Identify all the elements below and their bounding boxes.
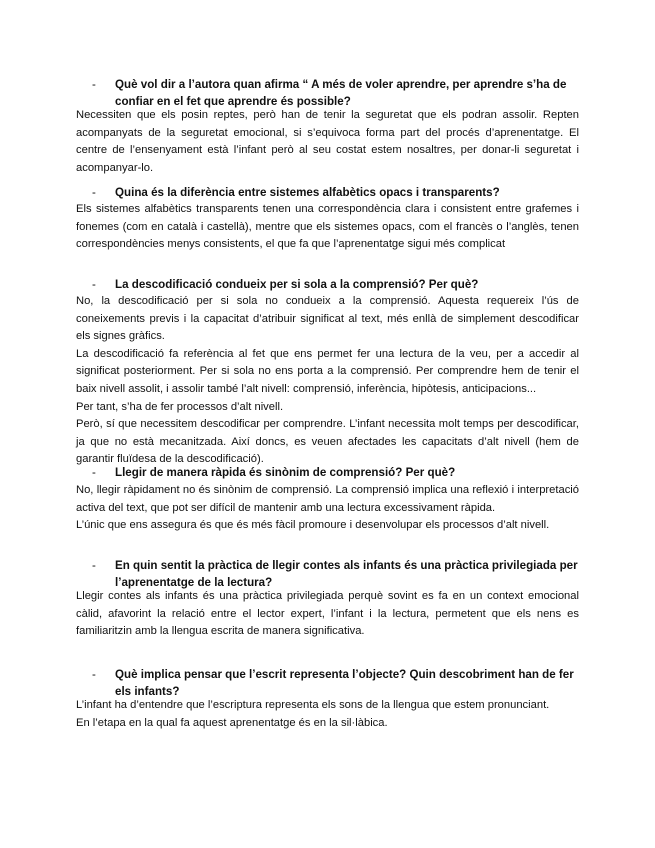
answer-paragraph: En l’etapa en la qual fa aquest aprenentatge és en la sil·làbica. xyxy=(76,716,388,729)
answer-block xyxy=(76,293,579,469)
question-heading xyxy=(76,276,579,293)
question-heading xyxy=(76,557,579,592)
answer-paragraph: Llegir contes als infants és una pràctica privilegiada perquè sovint es fa en un context emocional càlid, afavorint la relació entre el lector expert, l’infant i la lectura, permetent que els nens es familiaritzin amb la llengua escrita de manera significativa. xyxy=(76,590,579,638)
answer-block xyxy=(76,107,579,177)
question-text: Què implica pensar que l’escrit representa l’objecte? Quin descobriment han de fer els infants? xyxy=(115,668,574,699)
question-heading xyxy=(76,666,579,701)
answer-paragraph: L’únic que ens assegura és que és més fàcil promoure i desenvolupar els processos d’alt nivell. xyxy=(76,519,550,532)
answer-paragraph: Els sistemes alfabètics transparents tenen una correspondència clara i consistent entre grafemes i fonemes (com en català i castellà), mentre que els sistemes opacs, com el francès o l’anglès, tenen correspondències menys consistents, el que fa que l’aprenentatge sigui més complicat xyxy=(76,203,579,251)
question-text: En quin sentit la pràctica de llegir contes als infants és una pràctica privilegiada per l’aprenentatge de la lectura? xyxy=(115,559,578,590)
bullet-dash: - xyxy=(92,466,96,479)
answer-block xyxy=(76,697,579,732)
answer-paragraph: Però, sí que necessitem descodificar per comprendre. L’infant necessita molt temps per descodificar, ja que no està mecanitzada. Així doncs, es veuen afectades les capacitats d’alt nivell (hem de garantir fluïdesa de la descodificació). xyxy=(76,418,579,466)
answer-block xyxy=(76,201,579,254)
question-text: La descodificació condueix per si sola a la comprensió? Per què? xyxy=(115,278,479,291)
answer-block xyxy=(76,482,579,535)
bullet-dash: - xyxy=(92,278,96,291)
question-text: Què vol dir a l’autora quan afirma “ A més de voler aprendre, per aprendre s’ha de confiar en el fet que aprendre és possible? xyxy=(115,78,567,109)
answer-paragraph: No, llegir ràpidament no és sinònim de comprensió. La comprensió implica una reflexió i interpretació activa del text, que pot ser difícil de mantenir amb una lectura excessivament ràpida. xyxy=(76,484,579,514)
question-heading xyxy=(76,76,579,111)
bullet-dash: - xyxy=(92,78,96,91)
bullet-dash: - xyxy=(92,668,96,681)
answer-paragraph: Necessiten que els posin reptes, però han de tenir la seguretat que els podran assolir. Repten acompanyats de la seguretat emocional, si s’equivoca forma part del procés d’aprenentatge. El centre de l’ensenyament està l’infant però al seu costat estem nosaltres, per donar-li seguretat i acompanyar-lo. xyxy=(76,109,579,174)
answer-paragraph: La descodificació fa referència al fet que ens permet fer una lectura de la veu, per a accedir al significat posteriorment. Per si sola no ens porta a la comprensió. Per comprendre hem de tenir el baix nivell assolit, i assolir també l’alt nivell: comprensió, inferència, hipòtesis, anticipacions... xyxy=(76,347,579,395)
answer-paragraph: No, la descodificació per si sola no condueix a la comprensió. Aquesta requereix l’ús de coneixements previs i la capacitat d’atribuir significat al text, més enllà de simplement descodificar els signes gràfics. xyxy=(76,295,579,343)
bullet-dash: - xyxy=(92,559,96,572)
question-text: Quina és la diferència entre sistemes alfabètics opacs i transparents? xyxy=(115,186,500,199)
question-text: Llegir de manera ràpida és sinònim de comprensió? Per què? xyxy=(115,466,456,479)
answer-paragraph: L’infant ha d’entendre que l’escriptura representa els sons de la llengua que estem pronunciant. xyxy=(76,699,550,711)
question-heading xyxy=(76,184,579,201)
question-heading xyxy=(76,464,579,481)
answer-paragraph: Per tant, s’ha de fer processos d’alt nivell. xyxy=(76,400,284,413)
answer-block xyxy=(76,588,579,641)
bullet-dash: - xyxy=(92,186,96,199)
